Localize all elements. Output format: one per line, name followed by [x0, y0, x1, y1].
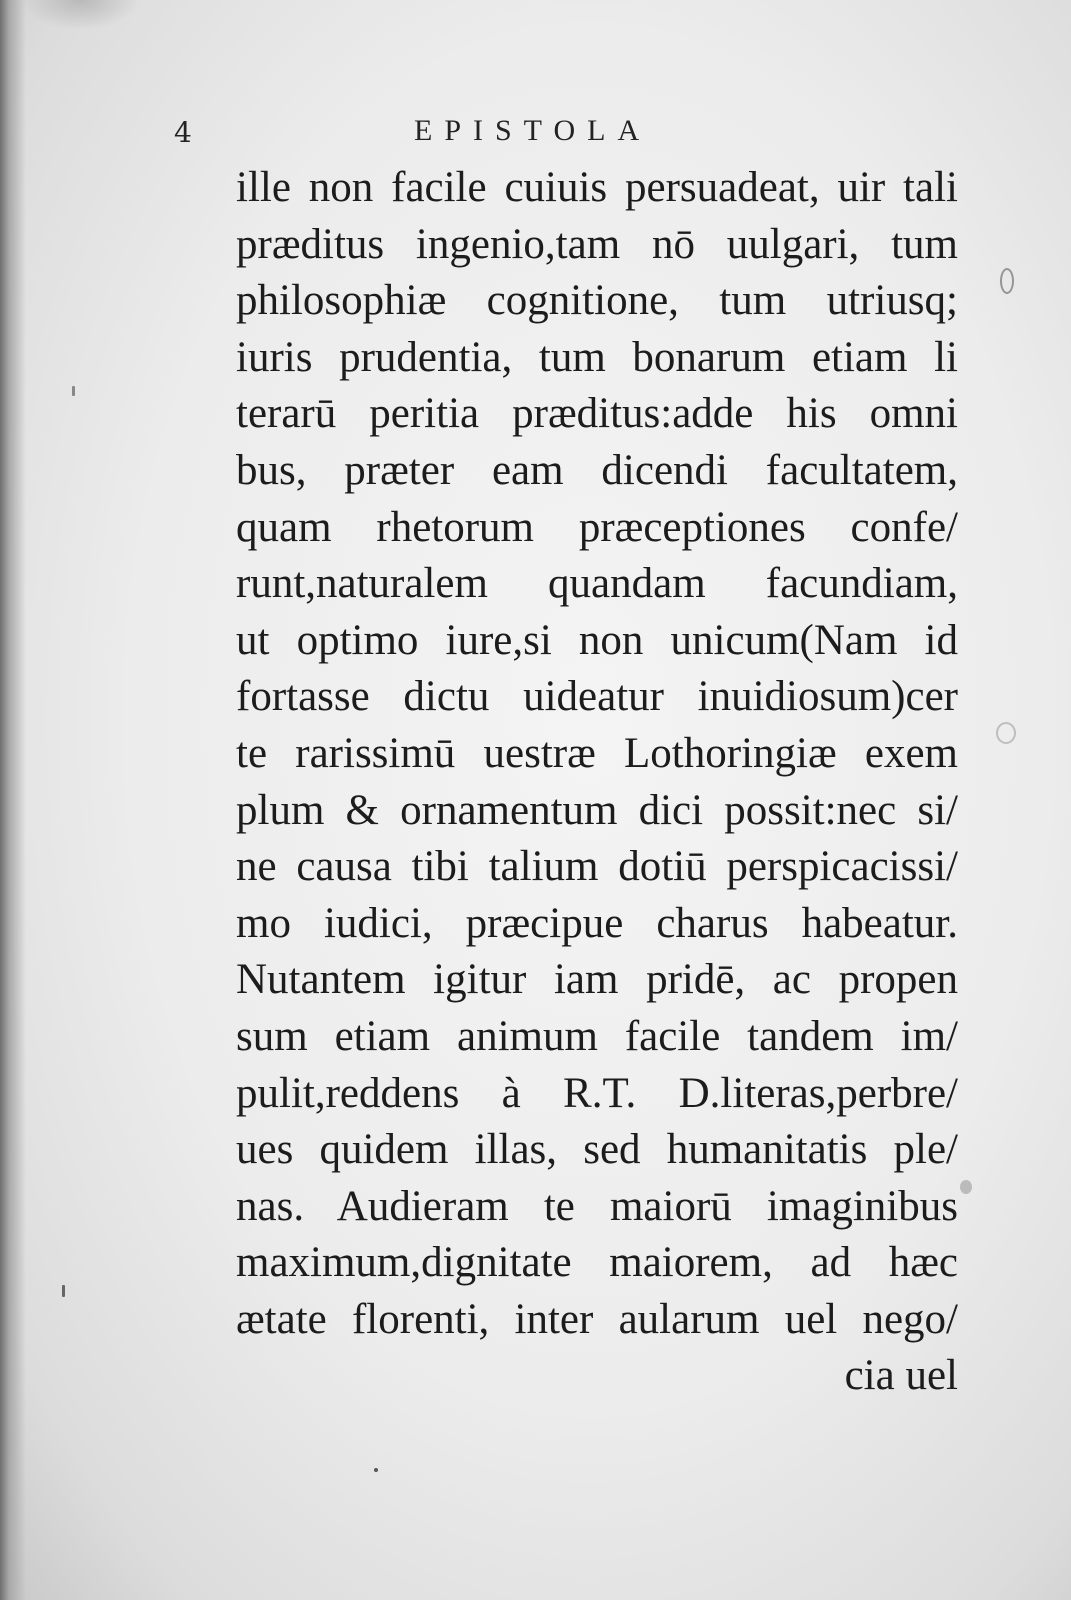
text-line: philosophiæ cognitione, tum utriusq; [236, 277, 958, 325]
ink-speck [374, 1468, 378, 1472]
text-line: ues quidem illas, sed humanitatis ple/ [236, 1126, 958, 1174]
body-text [236, 160, 958, 1405]
text-line: ille non facile cuiuis persuadeat, uir tali [236, 164, 958, 211]
text-line: iuris prudentia, tum bonarum etiam li [236, 333, 958, 381]
text-line: terarū peritia præditus:adde his omni [236, 390, 958, 438]
ink-speck [960, 1180, 972, 1194]
text-line: runt,naturalem quandam facundiam, [236, 560, 958, 608]
text-line: bus, præter eam dicendi facultatem, [236, 446, 958, 494]
ink-speck [72, 386, 75, 396]
text-line: sum etiam animum facile tandem im/ [236, 1012, 958, 1060]
ink-speck [62, 1285, 65, 1297]
text-line: maximum,dignitate maiorem, ad hæc [236, 1239, 958, 1287]
text-line: ne causa tibi talium dotiū perspicacissi/ [236, 843, 958, 891]
catchword-line: cia uel [844, 1352, 958, 1400]
text-line: pulit,reddens à R.T. D.literas,perbre/ [236, 1069, 958, 1117]
text-line: ætate florenti, inter aularum uel nego/ [236, 1295, 958, 1343]
text-line: mo iudici, præcipue charus habeatur. [236, 899, 958, 947]
text-line: te rarissimū uestræ Lothoringiæ exem [236, 729, 958, 777]
text-line: quam rhetorum præceptiones confe/ [236, 503, 958, 551]
text-line: nas. Audieram te maiorū imaginibus [236, 1182, 958, 1230]
text-line: fortasse dictu uideatur inuidiosum)cer [236, 673, 958, 721]
text-line: præditus ingenio,tam nō uulgari, tum [236, 220, 958, 268]
binding-shadow [0, 0, 26, 1600]
paper-stain [20, 0, 140, 30]
text-line: Nutantem igitur iam pridē, ac propen [236, 956, 958, 1004]
text-line: ut optimo iure,si non unicum(Nam id [236, 616, 958, 664]
page-number: 4 [174, 116, 192, 149]
ink-smudge [996, 722, 1016, 744]
ink-smudge [1000, 268, 1014, 294]
running-head: EPISTOLA [414, 114, 652, 147]
text-line: plum & ornamentum dici possit:nec si/ [236, 786, 958, 834]
